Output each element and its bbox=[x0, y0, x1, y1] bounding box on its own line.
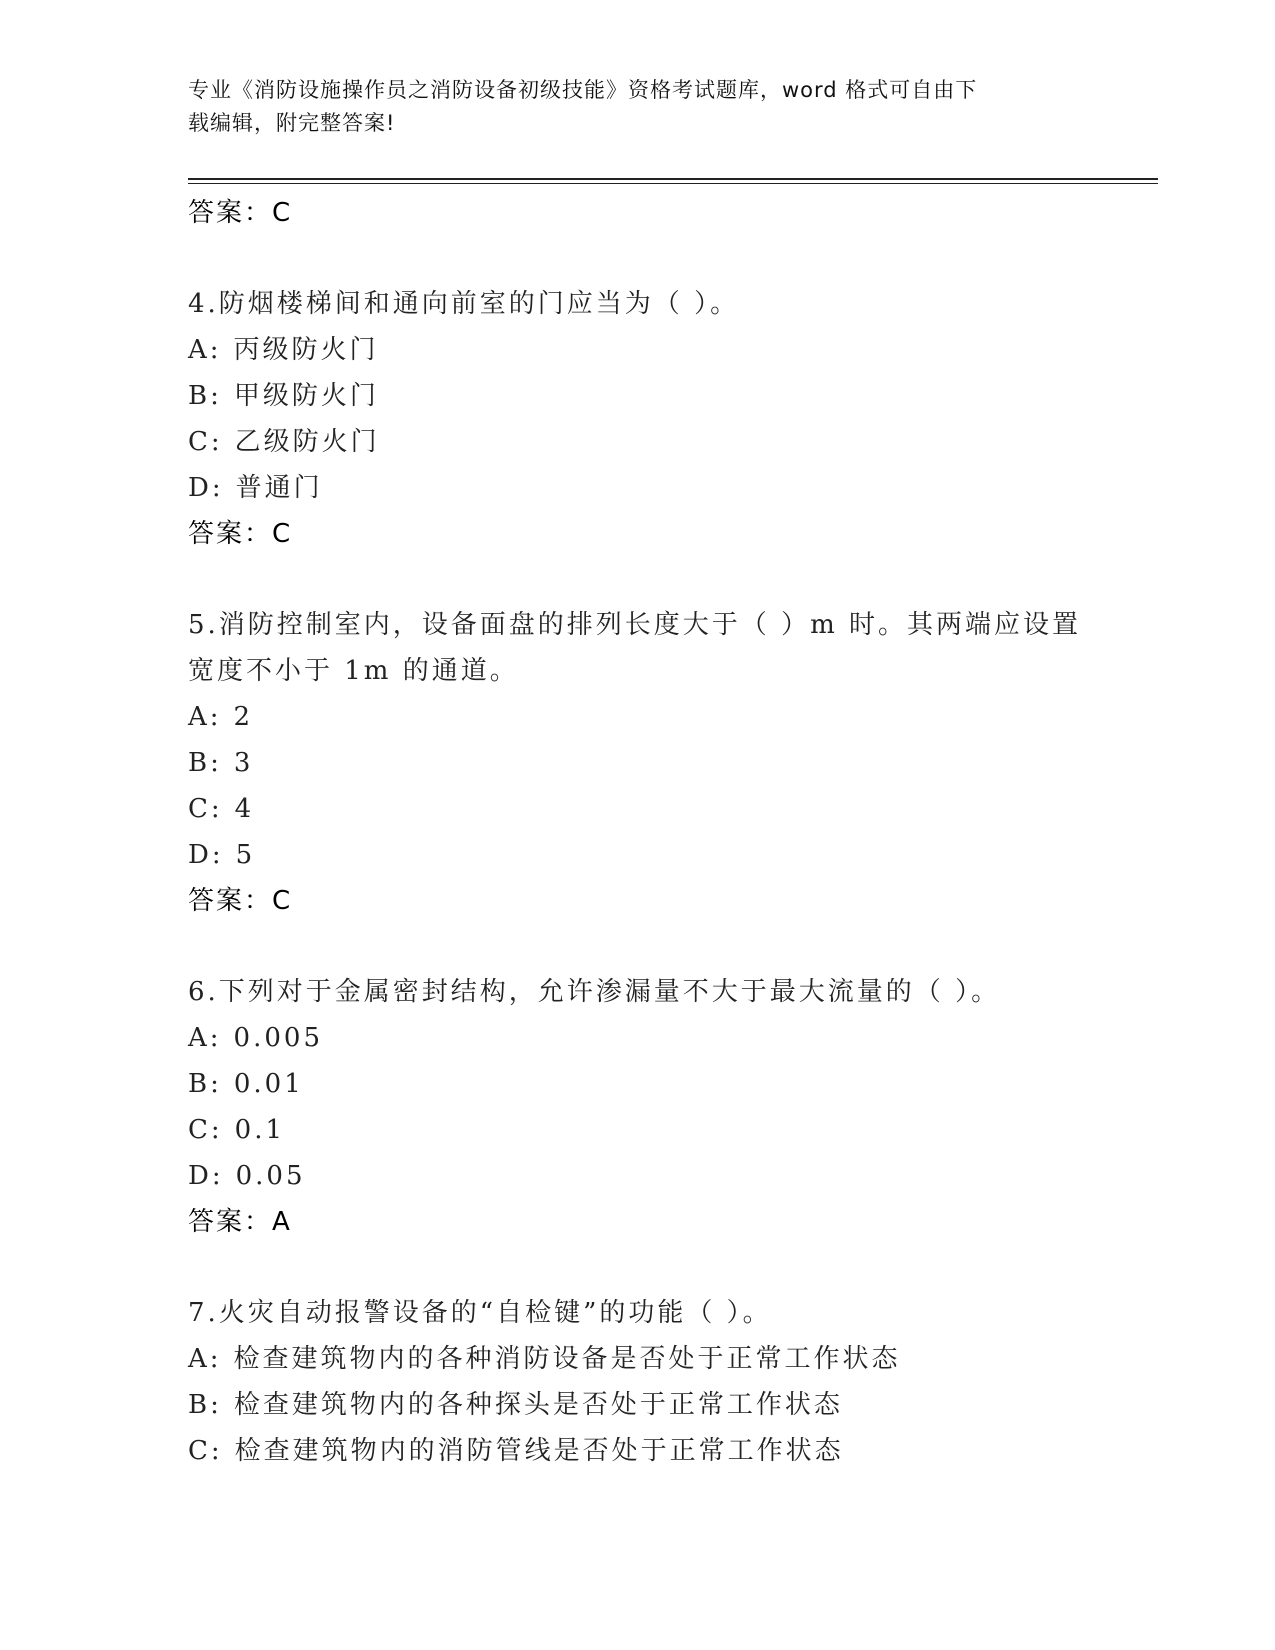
option-text: 0.01 bbox=[233, 1069, 304, 1099]
option-text: 0.1 bbox=[234, 1115, 286, 1145]
option-key: B: bbox=[188, 1069, 222, 1099]
option-c bbox=[188, 1428, 1108, 1474]
spacer bbox=[188, 924, 1108, 969]
option-text: 0.05 bbox=[235, 1161, 306, 1191]
option-a bbox=[188, 694, 1108, 740]
option-d bbox=[188, 1153, 1108, 1199]
option-key: D: bbox=[188, 1161, 224, 1191]
option-text: 3 bbox=[233, 748, 254, 778]
option-text: 乙级防火门 bbox=[234, 427, 380, 457]
option-d bbox=[188, 465, 1108, 511]
option-c bbox=[188, 1107, 1108, 1153]
option-key: A: bbox=[188, 1023, 222, 1053]
option-key: D: bbox=[188, 840, 224, 870]
question-block bbox=[188, 281, 1108, 557]
option-text: 4 bbox=[234, 794, 255, 824]
option-key: C: bbox=[188, 794, 223, 824]
question-stem-continued: 宽度不小于 1m 的通道。 bbox=[188, 656, 519, 686]
option-key: A: bbox=[188, 1344, 222, 1374]
option-text: 5 bbox=[235, 840, 256, 870]
option-key: A: bbox=[188, 335, 222, 365]
document-header bbox=[188, 74, 1088, 140]
option-d bbox=[188, 832, 1108, 878]
option-text: 甲级防火门 bbox=[233, 381, 379, 411]
answer-line: 答案：C bbox=[188, 198, 293, 228]
option-a bbox=[188, 327, 1108, 373]
option-b bbox=[188, 740, 1108, 786]
answer-line: 答案：A bbox=[188, 1207, 292, 1237]
answer-line: 答案：C bbox=[188, 886, 293, 916]
option-text: 普通门 bbox=[235, 473, 323, 503]
option-c bbox=[188, 786, 1108, 832]
question-block bbox=[188, 969, 1108, 1245]
option-text: 0.005 bbox=[233, 1023, 323, 1053]
option-text: 2 bbox=[233, 702, 254, 732]
option-key: D: bbox=[188, 473, 224, 503]
question-stem: 6.下列对于金属密封结构，允许渗漏量不大于最大流量的（ ）。 bbox=[188, 977, 1001, 1007]
question-list bbox=[188, 190, 1108, 1474]
option-a bbox=[188, 1336, 1108, 1382]
question-stem: 5.消防控制室内，设备面盘的排列长度大于（ ）m 时。其两端应设置 bbox=[188, 610, 1081, 640]
header-divider bbox=[188, 178, 1158, 186]
option-text: 检查建筑物内的各种探头是否处于正常工作状态 bbox=[233, 1390, 843, 1420]
option-c bbox=[188, 419, 1108, 465]
option-key: B: bbox=[188, 381, 222, 411]
option-a bbox=[188, 1015, 1108, 1061]
question-stem: 4.防烟楼梯间和通向前室的门应当为（ ）。 bbox=[188, 289, 740, 319]
header-line-2: 载编辑，附完整答案! bbox=[188, 111, 396, 135]
option-b bbox=[188, 373, 1108, 419]
option-b bbox=[188, 1382, 1108, 1428]
option-text: 丙级防火门 bbox=[233, 335, 379, 365]
option-key: B: bbox=[188, 748, 222, 778]
divider-thick-line bbox=[188, 178, 1158, 180]
divider-thin-line bbox=[188, 183, 1158, 184]
option-key: C: bbox=[188, 1436, 223, 1466]
question-block bbox=[188, 1290, 1108, 1474]
spacer bbox=[188, 1245, 1108, 1290]
option-key: C: bbox=[188, 427, 223, 457]
option-text: 检查建筑物内的各种消防设备是否处于正常工作状态 bbox=[233, 1344, 901, 1374]
option-text: 检查建筑物内的消防管线是否处于正常工作状态 bbox=[234, 1436, 844, 1466]
option-key: A: bbox=[188, 702, 222, 732]
option-key: B: bbox=[188, 1390, 222, 1420]
header-line-1: 专业《消防设施操作员之消防设备初级技能》资格考试题库，word 格式可自由下 bbox=[188, 78, 978, 102]
spacer bbox=[188, 557, 1108, 602]
question-block bbox=[188, 602, 1108, 924]
spacer bbox=[188, 236, 1108, 281]
option-b bbox=[188, 1061, 1108, 1107]
question-stem: 7.火灾自动报警设备的“自检键”的功能（ ）。 bbox=[188, 1298, 772, 1328]
answer-line: 答案：C bbox=[188, 519, 293, 549]
option-key: C: bbox=[188, 1115, 223, 1145]
